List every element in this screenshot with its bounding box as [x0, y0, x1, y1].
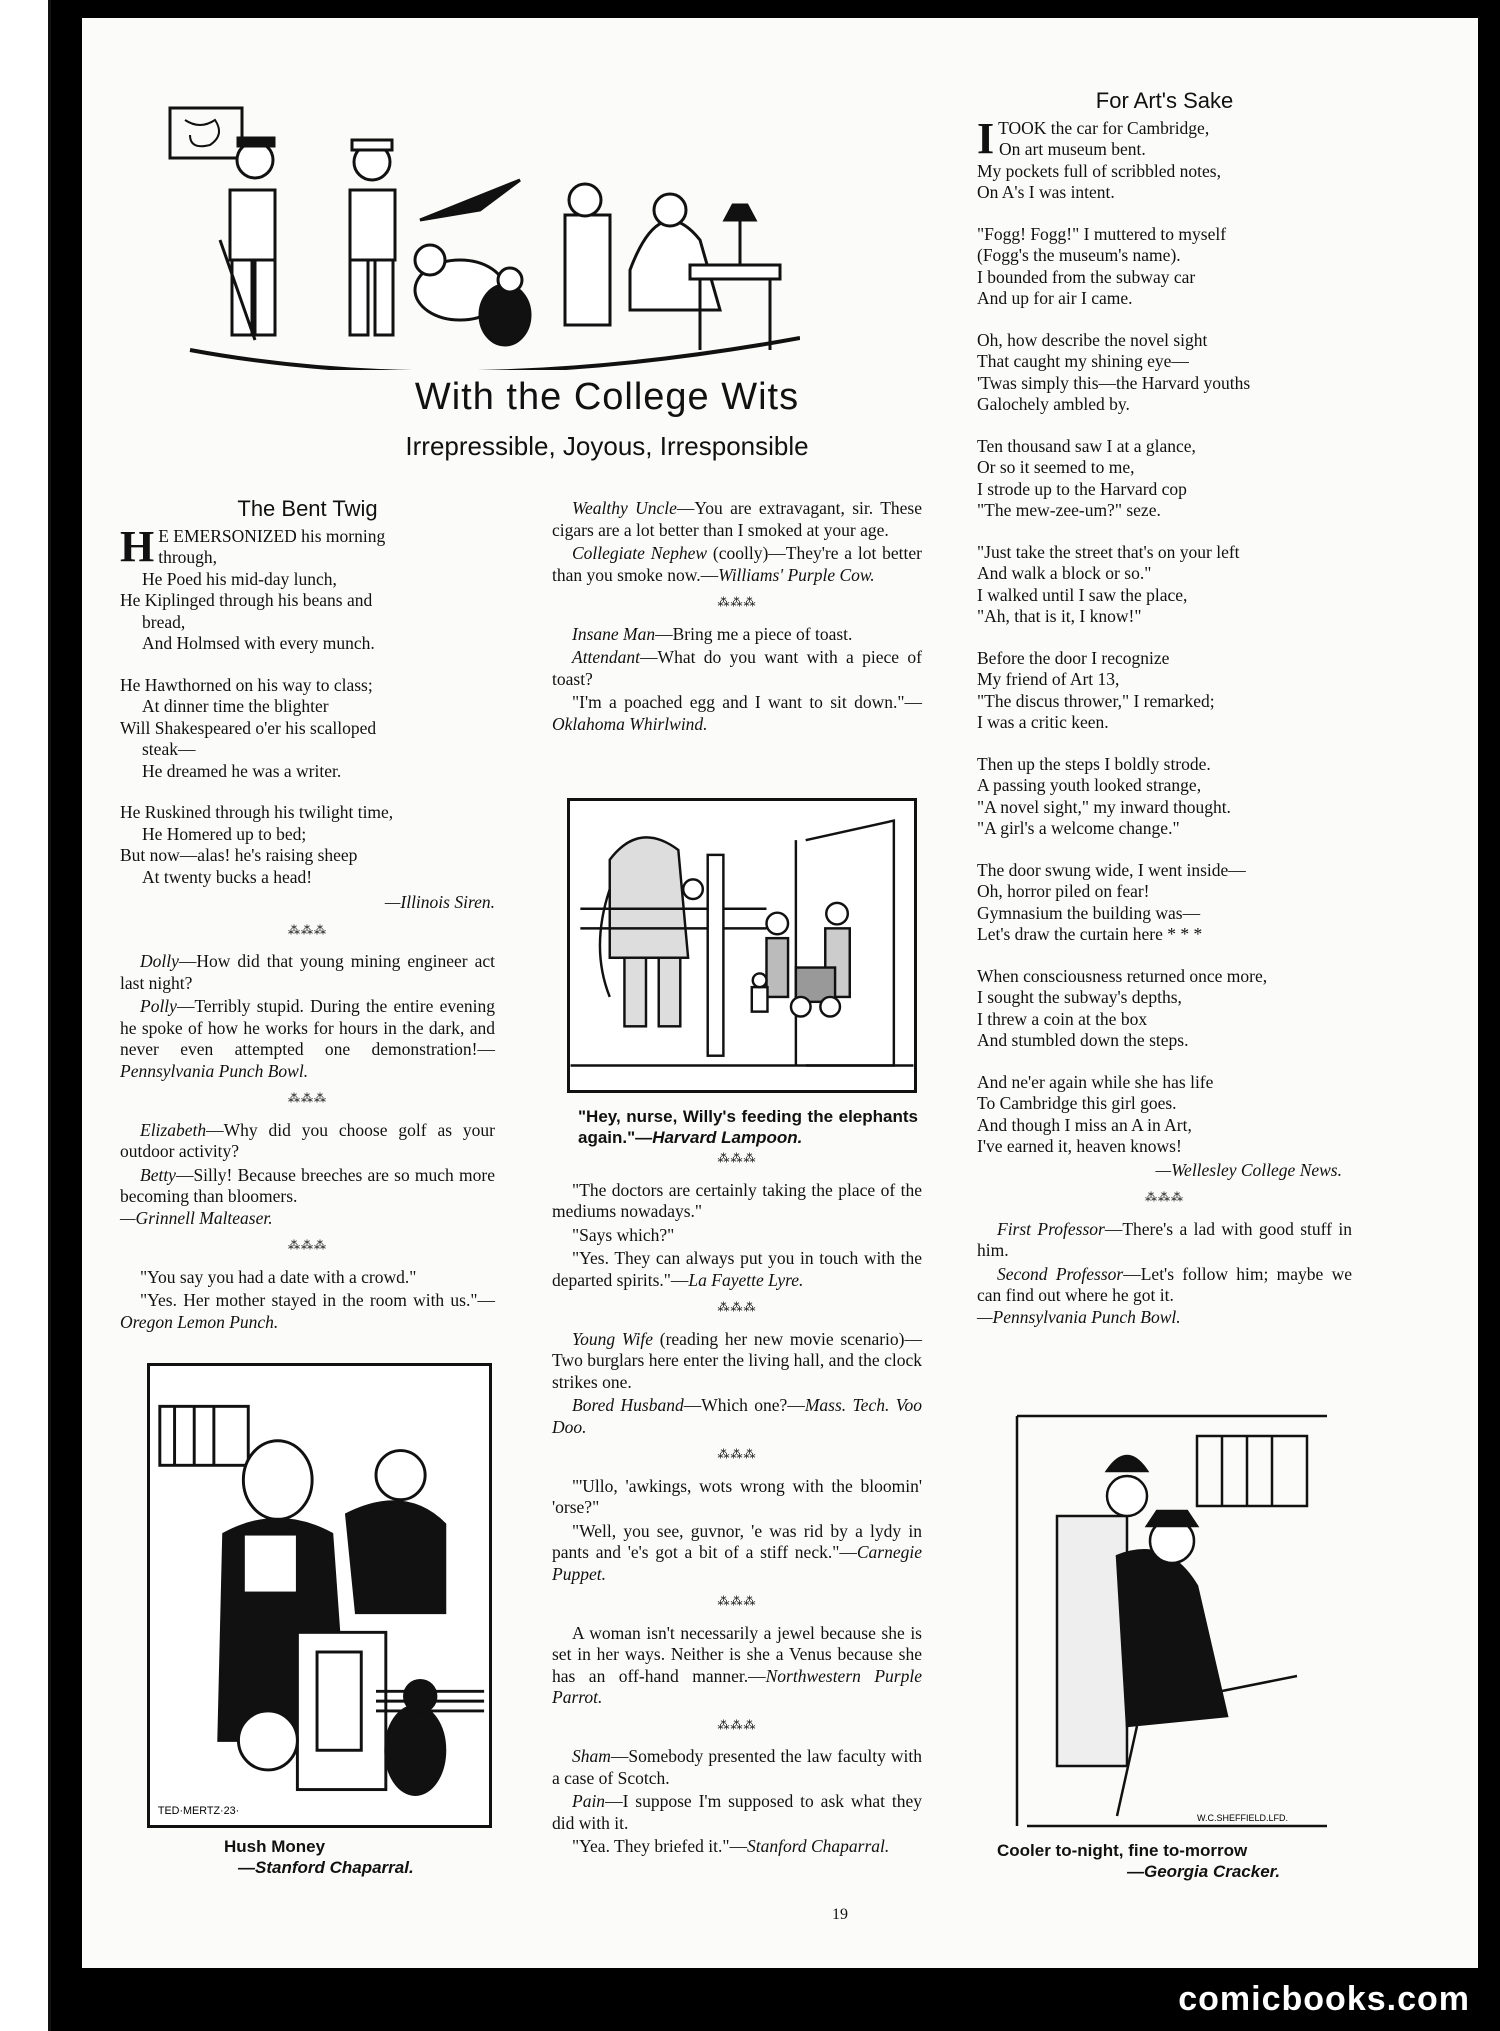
arts-sake-stanza [977, 113, 1352, 204]
poem-line: Then up the steps I boldly strode. [977, 753, 1211, 774]
arts-sake-stanza [977, 648, 1352, 734]
poem-line: A passing youth looked strange, [977, 775, 1202, 795]
separator: ⁂⁂⁂ [288, 922, 327, 937]
arts-sake-stanza [977, 542, 1352, 628]
poem-line: But now—alas! he's raising sheep [120, 845, 358, 865]
poem-line: Galochely ambled by. [977, 394, 1130, 414]
separator: ⁂⁂⁂ [717, 1447, 757, 1461]
poem-line: "A novel sight," my inward thought. [977, 796, 1231, 817]
joke-line: Dolly—How did that young mining engineer act last night? [120, 951, 495, 993]
drop-cap: H [120, 521, 155, 571]
separator: ⁂⁂⁂ [288, 1091, 327, 1105]
elephant-cartoon [567, 798, 917, 1093]
separator: ⁂⁂⁂ [717, 1594, 757, 1608]
joke-line: Collegiate Nephew (coolly)—They're a lot better than you smoke now.—Williams' Purple Cow. [552, 543, 922, 585]
headline [232, 376, 982, 462]
book-spine [0, 0, 51, 2031]
poem-line: He dreamed he was a writer. [142, 760, 342, 781]
artist-signature: W.C.SHEFFIELD.LFD. [1197, 1813, 1289, 1823]
separator: ⁂⁂⁂ [288, 1238, 327, 1252]
joke-line: Attendant—What do you want with a piece of toast? [552, 647, 922, 689]
bent-twig-stanza-2 [120, 675, 495, 783]
separator: ⁂⁂⁂ [717, 1300, 757, 1314]
bent-twig-stanza-1 [120, 521, 495, 655]
arts-sake-stanza [977, 754, 1352, 840]
poem-line: E EMERSONIZED his morning [158, 525, 386, 546]
joke-line: Young Wife (reading her new movie scenario)—Two burglars here enter the living hall, and the clock strikes one. [552, 1328, 922, 1392]
joke-line: Insane Man—Bring me a piece of toast. [572, 623, 853, 644]
arts-sake-title: For Art's Sake [1095, 88, 1234, 113]
arts-sake-stanza [977, 224, 1352, 310]
poem-line: 'Twas simply this—the Harvard youths [977, 372, 1251, 393]
joke-line: First Professor—There's a lad with good stuff in him. [977, 1218, 1352, 1260]
poem-line: Will Shakespeared o'er his scalloped [120, 717, 377, 738]
page-number: 19 [832, 1906, 848, 1923]
poem-line: And ne'er again while she has life [977, 1071, 1214, 1092]
source-credit: —Illinois Siren. [384, 892, 495, 912]
separator: ⁂⁂⁂ [717, 1717, 757, 1732]
poem-line: "The discus thrower," I remarked; [977, 690, 1215, 711]
cooler-caption: Cooler to-night, fine to-morrow —Georgia Cracker. [997, 1841, 1281, 1881]
poem-line: And stumbled down the steps. [977, 1030, 1189, 1050]
poem-line: TOOK the car for Cambridge, [998, 117, 1210, 138]
poem-line: "The mew-zee-um?" seze. [977, 500, 1161, 520]
joke-line: Elizabeth—Why did you choose golf as your outdoor activity? [120, 1119, 495, 1161]
separator: ⁂⁂⁂ [717, 1151, 757, 1165]
poem-line: He Hawthorned on his way to class; [120, 674, 373, 695]
joke-line: "Yes. They can always put you in touch with the departed spirits."—La Fayette Lyre. [552, 1248, 922, 1290]
joke-line: "The doctors are certainly taking the place of the mediums nowadays." [552, 1179, 922, 1221]
poem-line: Gymnasium the building was— [977, 902, 1201, 923]
poem-line: To Cambridge this girl goes. [977, 1093, 1177, 1113]
poem-line: On A's I was intent. [977, 182, 1115, 202]
joke-line: Wealthy Uncle—You are extravagant, sir. These cigars are a lot better than I smoked at your age. [552, 498, 923, 540]
poem-line: And though I miss an A in Art, [977, 1114, 1192, 1135]
joke-line: "You say you had a date with a crowd." [140, 1266, 417, 1287]
poem-line: I threw a coin at the box [977, 1008, 1148, 1029]
joke-line: "Well, you see, guvnor, 'e was rid by a lydy in pants and 'e's got a bit of a stiff neck."—Carnegie Puppet. [552, 1520, 922, 1584]
poem-line: He Poed his mid-day lunch, [142, 568, 337, 589]
poem-line: At dinner time the blighter [142, 696, 329, 716]
poem-line: "A girl's a welcome change." [977, 818, 1180, 838]
column-3 [977, 90, 1352, 1330]
poem-line: I was a critic keen. [977, 712, 1109, 732]
poem-line: He Kiplinged through his beans and [120, 590, 373, 610]
poem-line: (Fogg's the museum's name). [977, 245, 1181, 265]
poem-line: "Ah, that is it, I know!" [977, 606, 1142, 626]
poem-line: I bounded from the subway car [977, 266, 1196, 287]
poem-line: steak— [142, 739, 196, 759]
poem-line: I strode up to the Harvard cop [977, 478, 1187, 499]
poem-line: Let's draw the curtain here * * * [977, 924, 1203, 944]
arts-sake-poem [977, 113, 1352, 1158]
bent-twig-title: The Bent Twig [237, 496, 378, 521]
poem-line: I sought the subway's depths, [977, 987, 1182, 1007]
joke-line: Bored Husband—Which one?—Mass. Tech. Voo Doo. [552, 1395, 922, 1437]
poem-line: When consciousness returned once more, [977, 965, 1268, 986]
joke-line: "Yes. Her mother stayed in the room with us."—Oregon Lemon Punch. [120, 1290, 495, 1332]
drop-cap: I [977, 113, 995, 163]
poem-line: I've earned it, heaven knows! [977, 1136, 1182, 1156]
poem-line: I walked until I saw the place, [977, 584, 1188, 605]
joke-line: Pain—I suppose I'm supposed to ask what they did with it. [552, 1791, 922, 1833]
source-credit: —Wellesley College News. [1155, 1159, 1342, 1180]
poem-line: Or so it seemed to me, [977, 457, 1135, 477]
separator: ⁂⁂⁂ [717, 595, 757, 609]
hush-money-cartoon [147, 1363, 492, 1828]
joke-line: "I'm a poached egg and I want to sit down."—Oklahoma Whirlwind. [552, 692, 922, 734]
poem-line: My pockets full of scribbled notes, [977, 160, 1221, 181]
header-illustration [160, 100, 800, 370]
poem-line: On art museum bent. [999, 139, 1146, 159]
column-2 [552, 498, 922, 737]
poem-line: He Homered up to bed; [142, 823, 307, 844]
magazine-page [82, 18, 1478, 1968]
joke-line: "Says which?" [572, 1224, 675, 1245]
column-1 [120, 498, 495, 1335]
poem-line: My friend of Art 13, [977, 669, 1120, 689]
poem-line: Before the door I recognize [977, 647, 1170, 668]
hush-money-caption: Hush Money —Stanford Chaparral. [224, 1837, 414, 1877]
separator: ⁂⁂⁂ [1145, 1190, 1184, 1204]
joke-line: "'Ullo, 'awkings, wots wrong with the bloomin' 'orse?" [552, 1475, 922, 1517]
poem-line: Oh, horror piled on fear! [977, 881, 1150, 901]
cooler-cartoon [997, 1396, 1342, 1836]
elephant-caption: "Hey, nurse, Willy's feeding the elephants again."—Harvard Lampoon. [578, 1107, 918, 1147]
column-2-lower [552, 1148, 922, 1860]
poem-line: "Fogg! Fogg!" I muttered to myself [977, 223, 1227, 244]
joke-line: "Yea. They briefed it."—Stanford Chaparral. [572, 1836, 890, 1856]
poem-line: That caught my shining eye— [977, 351, 1189, 371]
poem-line: And walk a block or so." [977, 563, 1152, 583]
joke-line: Polly—Terribly stupid. During the entire evening he spoke of how he works for hours in the dark, and never even attempted one demonstration!—Pennsylvania Punch Bowl. [120, 996, 495, 1081]
poem-line: The door swung wide, I went inside— [977, 859, 1246, 880]
bent-twig-stanza-3 [120, 802, 495, 888]
arts-sake-stanza [977, 860, 1352, 946]
poem-line: bread, [142, 611, 186, 632]
poem-line: And up for air I came. [977, 288, 1133, 308]
joke-line: A woman isn't necessarily a jewel because she is set in her ways. Neither is she a Venus because she has an off-hand manner.—Northwestern Purple Parrot. [552, 1622, 922, 1707]
poem-line: And Holmsed with every munch. [142, 633, 375, 653]
arts-sake-stanza [977, 436, 1352, 522]
arts-sake-stanza [977, 966, 1352, 1052]
page-title: With the College Wits [414, 376, 800, 418]
arts-sake-stanza [977, 330, 1352, 416]
page-subtitle: Irrepressible, Joyous, Irresponsible [405, 431, 809, 461]
poem-line: At twenty bucks a head! [142, 866, 313, 887]
joke-line: Betty—Silly! Because breeches are so much more becoming than bloomers. —Grinnell Malteaser. [120, 1164, 495, 1228]
poem-line: Ten thousand saw I at a glance, [977, 435, 1196, 456]
poem-line: "Just take the street that's on your left [977, 541, 1240, 562]
poem-line: Oh, how describe the novel sight [977, 329, 1208, 350]
artist-signature: TED·MERTZ·23· [157, 1805, 240, 1818]
joke-line: Sham—Somebody presented the law faculty with a case of Scotch. [552, 1746, 922, 1788]
joke-line: Second Professor—Let's follow him; maybe we can find out where he got it. —Pennsylvania Punch Bowl. [977, 1263, 1352, 1327]
poem-line: He Ruskined through his twilight time, [120, 802, 394, 822]
poem-line: through, [158, 547, 218, 567]
watermark: comicbooks.com [1178, 1980, 1470, 2018]
arts-sake-stanza [977, 1072, 1352, 1158]
